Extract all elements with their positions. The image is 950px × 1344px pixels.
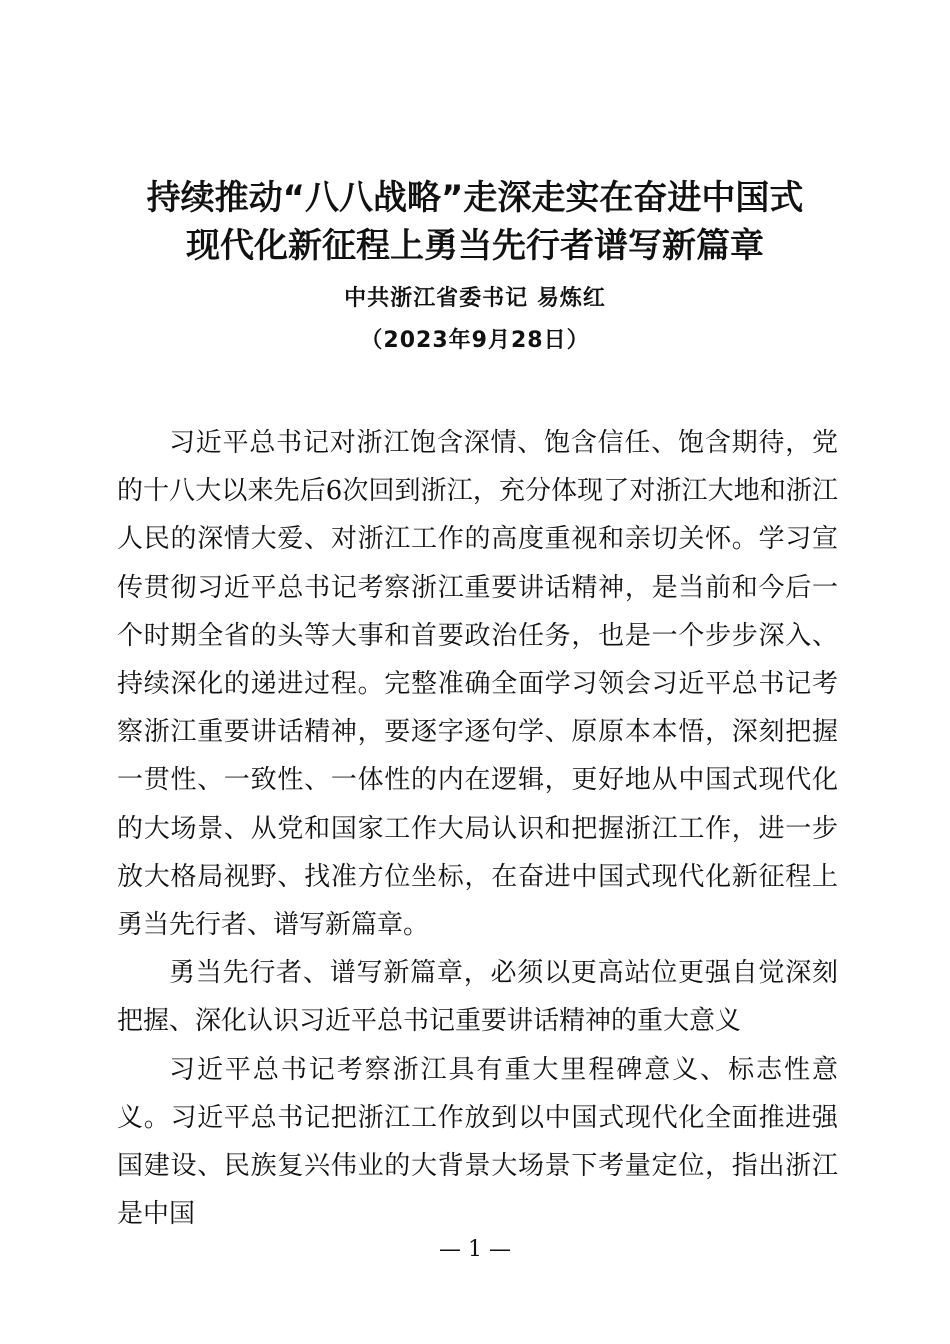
document-title-line-1: 持续推动“八八战略”走深走实在奋进中国式 bbox=[146, 178, 804, 218]
document-title-line-2: 现代化新征程上勇当先行者谱写新篇章 bbox=[186, 226, 764, 266]
paragraph: 勇当先行者、谱写新篇章，必须以更高站位更强自觉深刻把握、深化认识习近平总书记重要讲话精神的重大意义 bbox=[117, 958, 838, 1037]
document-author: 中共浙江省委书记 易炼红 bbox=[344, 286, 606, 311]
paragraph: 习近平总书记对浙江饱含深情、饱含信任、饱含期待，党的十八大以来先后6次回到浙江，充分体现了对浙江大地和浙江人民的深情大爱、对浙江工作的高度重视和亲切关怀。学习宣传贯彻习近平总书记考察浙江重要讲话精神，是当前和今后一个时期全省的头等大事和首要政治任务，也是一个步步深入、持续深化的递进过程。完整准确全面学习领会习近平总书记考察浙江重要讲话精神，要逐字逐句学、原原本本悟，深刻把握一贯性、一致性、一体性的内在逻辑，更好地从中国式现代化的大场景、从党和国家工作大局认识和把握浙江工作，进一步放大格局视野、找准方位坐标，在奋进中国式现代化新征程上勇当先行者、谱写新篇章。 bbox=[117, 428, 838, 941]
page-number: — 1 — bbox=[439, 1237, 511, 1262]
document-date: （2023年9月28日） bbox=[360, 328, 590, 353]
document-body bbox=[117, 419, 838, 1238]
paragraph: 习近平总书记考察浙江具有重大里程碑意义、标志性意义。习近平总书记把浙江工作放到以中国式现代化全面推进强国建设、民族复兴伟业的大背景大场景下考量定位，指出浙江是中国 bbox=[117, 1054, 838, 1230]
